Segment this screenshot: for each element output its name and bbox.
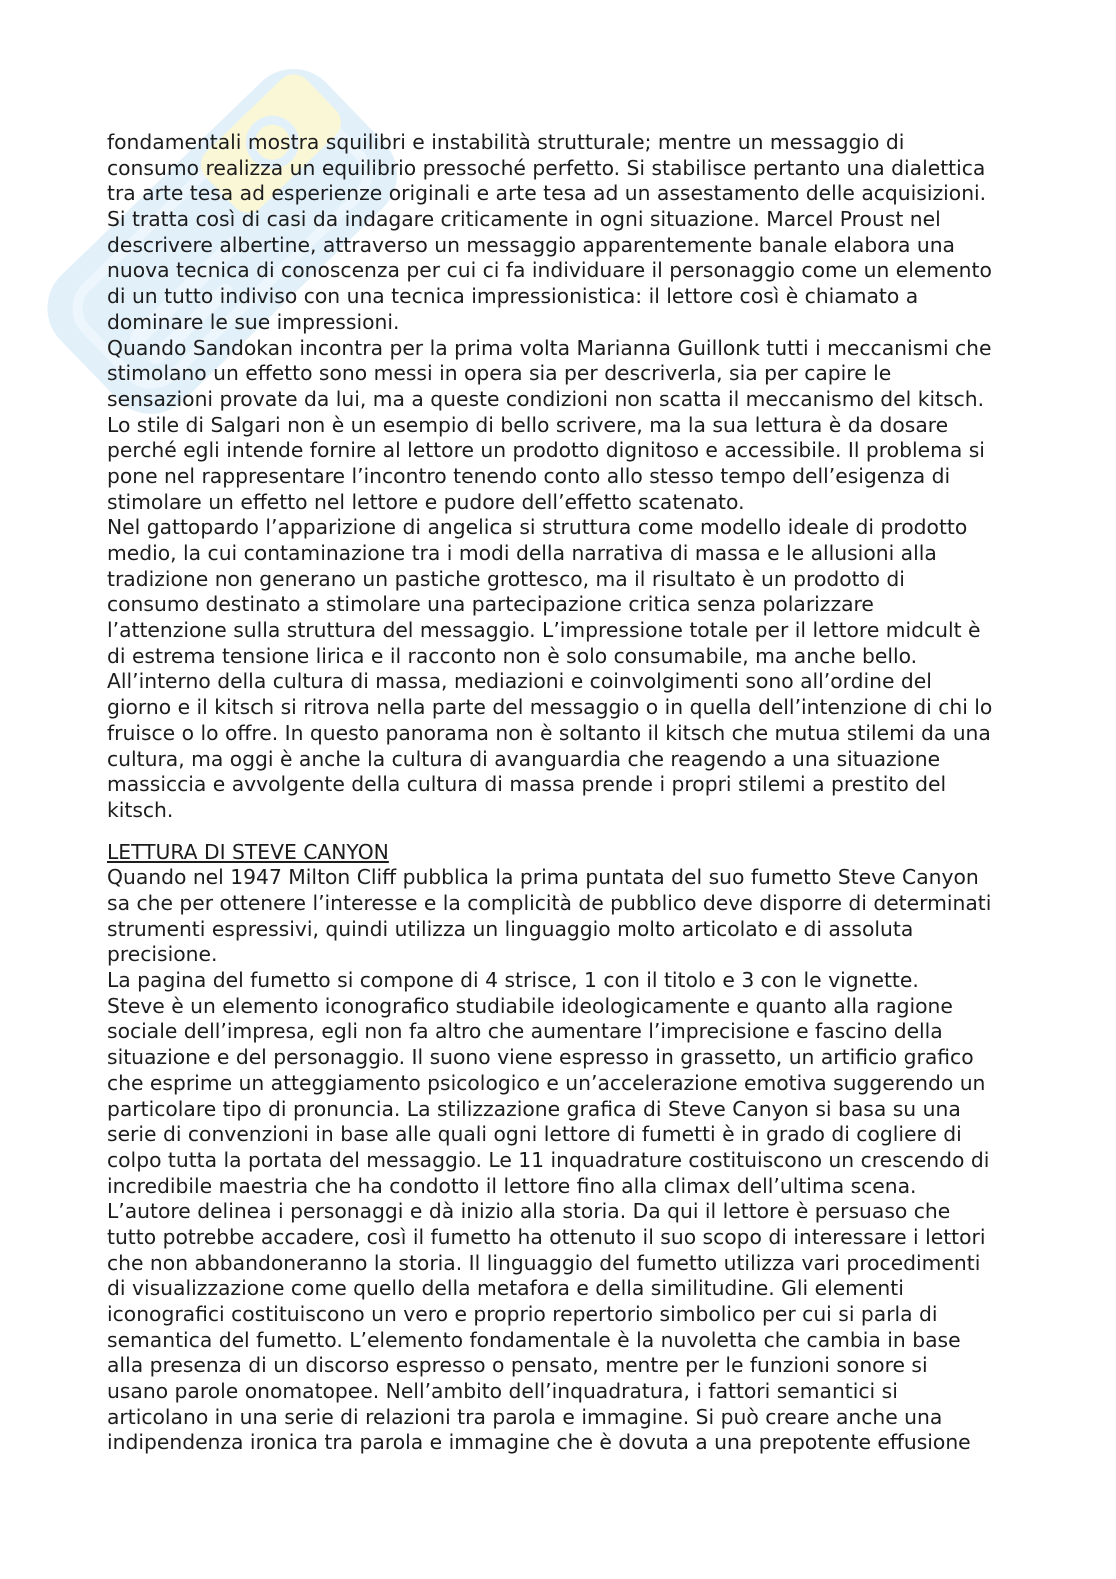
body-text-line: precisione. bbox=[107, 942, 218, 967]
body-text-line: semantica del fumetto. L’elemento fondamentale è la nuvoletta che cambia in base bbox=[107, 1327, 961, 1352]
body-text-line: tradizione non generano un pastiche grottesco, ma il risultato è un prodotto di bbox=[107, 566, 905, 591]
body-text-line: massiccia e avvolgente della cultura di massa prende i propri stilemi a prestito del bbox=[107, 772, 947, 797]
body-text-line: tutto potrebbe accadere, così il fumetto ha ottenuto il suo scopo di interessare i lettori bbox=[107, 1224, 986, 1249]
body-text-line: descrivere albertine, attraverso un messaggio apparentemente banale elabora una bbox=[107, 232, 955, 257]
body-text-line: giorno e il kitsch si ritrova nella parte del messaggio o in quella dell’intenzione di chi lo bbox=[107, 695, 993, 720]
body-text-line: tra arte tesa ad esperienze originali e arte tesa ad un assestamento delle acquisizioni. bbox=[107, 181, 987, 206]
body-text-line: Quando nel 1947 Milton Cliff pubblica la prima puntata del suo fumetto Steve Canyon bbox=[107, 865, 979, 890]
body-text-line: Quando Sandokan incontra per la prima volta Marianna Guillonk tutti i meccanismi che bbox=[107, 335, 992, 360]
body-text-line: All’interno della cultura di massa, mediazioni e coinvolgimenti sono all’ordine del bbox=[107, 669, 932, 694]
body-text-line: sensazioni provate da lui, ma a queste condizioni non scatta il meccanismo del kitsch. bbox=[107, 386, 985, 411]
body-text-line: Si tratta così di casi da indagare criticamente in ogni situazione. Marcel Proust nel bbox=[107, 207, 941, 232]
body-text-line: sa che per ottenere l’interesse e la complicità de pubblico deve disporre di determinati bbox=[107, 891, 992, 916]
body-text-line: consumo destinato a stimolare una partecipazione critica senza polarizzare bbox=[107, 592, 874, 617]
body-text-line: L’autore delinea i personaggi e dà inizio alla storia. Da qui il lettore è persuaso che bbox=[107, 1199, 951, 1224]
body-text-line: La pagina del fumetto si compone di 4 strisce, 1 con il titolo e 3 con le vignette. bbox=[107, 968, 919, 993]
body-text-line: fondamentali mostra squilibri e instabilità strutturale; mentre un messaggio di bbox=[107, 130, 905, 154]
body-text-line: l’attenzione sulla struttura del messaggio. L’impressione totale per il lettore midcult è bbox=[107, 618, 981, 643]
body-text-line: Steve è un elemento iconografico studiabile ideologicamente e quanto alla ragione bbox=[107, 993, 953, 1018]
section-heading: LETTURA DI STEVE CANYON bbox=[107, 839, 389, 864]
body-text-line: fruisce o lo offre. In questo panorama non è soltanto il kitsch che mutua stilemi da una bbox=[107, 720, 991, 745]
body-text-line: perché egli intende fornire al lettore un prodotto dignitoso e accessibile. Il problema si bbox=[107, 438, 985, 463]
document-body bbox=[107, 130, 992, 1456]
body-text-line: alla presenza di un discorso espresso o pensato, mentre per le funzioni sonore si bbox=[107, 1353, 928, 1378]
paragraph-spacer bbox=[107, 824, 992, 840]
body-text-line: colpo tutta la portata del messaggio. Le 11 inquadrature costituiscono un crescendo di bbox=[107, 1147, 990, 1172]
body-text-line: articolano in una serie di relazioni tra parola e immagine. Si può creare anche una bbox=[107, 1404, 943, 1429]
body-text-line: usano parole onomatopee. Nell’ambito dell’inquadratura, i fattori semantici si bbox=[107, 1379, 898, 1404]
body-text-line: particolare tipo di pronuncia. La stilizzazione grafica di Steve Canyon si basa su una bbox=[107, 1096, 961, 1121]
body-text-line: serie di convenzioni in base alle quali ogni lettore di fumetti è in grado di cogliere di bbox=[107, 1122, 962, 1147]
body-text-line: situazione e del personaggio. Il suono viene espresso in grassetto, un artificio grafico bbox=[107, 1045, 974, 1070]
body-text-line: di visualizzazione come quello della metafora e della similitudine. Gli elementi bbox=[107, 1276, 904, 1301]
body-text-line: Nel gattopardo l’apparizione di angelica si struttura come modello ideale di prodotto bbox=[107, 515, 968, 540]
body-text-line: di un tutto indiviso con una tecnica impressionistica: il lettore così è chiamato a bbox=[107, 284, 919, 309]
body-text-line: dominare le sue impressioni. bbox=[107, 309, 400, 334]
body-text-line: cultura, ma oggi è anche la cultura di avanguardia che reagendo a una situazione bbox=[107, 746, 941, 771]
body-text-line: pone nel rappresentare l’incontro tenendo conto allo stesso tempo dell’esigenza di bbox=[107, 463, 951, 488]
body-text-line: che esprime un atteggiamento psicologico e un’accelerazione emotiva suggerendo un bbox=[107, 1070, 986, 1095]
body-text-line: stimolare un effetto nel lettore e pudore dell’effetto scatenato. bbox=[107, 489, 745, 514]
body-text-line: consumo realizza un equilibrio pressoché perfetto. Si stabilisce pertanto una dialettica bbox=[107, 155, 986, 180]
body-text-line: iconografici costituiscono un vero e proprio repertorio simbolico per cui si parla di bbox=[107, 1302, 938, 1327]
body-text-line: Lo stile di Salgari non è un esempio di bello scrivere, ma la sua lettura è da dosare bbox=[107, 412, 949, 437]
body-text-line: medio, la cui contaminazione tra i modi della narrativa di massa e le allusioni alla bbox=[107, 541, 937, 565]
body-text-line: incredibile maestria che ha condotto il lettore fino alla climax dell’ultima scena. bbox=[107, 1173, 917, 1198]
body-text-line: nuova tecnica di conoscenza per cui ci fa individuare il personaggio come un elemento bbox=[107, 258, 992, 283]
body-text-line: sociale dell’impresa, egli non fa altro che aumentare l’imprecisione e fascino della bbox=[107, 1019, 943, 1044]
body-text-line: indipendenza ironica tra parola e immagine che è dovuta a una prepotente effusione bbox=[107, 1430, 971, 1455]
body-text-line: che non abbandoneranno la storia. Il linguaggio del fumetto utilizza vari procedimenti bbox=[107, 1250, 981, 1275]
body-text-line: strumenti espressivi, quindi utilizza un linguaggio molto articolato e di assoluta bbox=[107, 916, 914, 941]
body-text-line: di estrema tensione lirica e il racconto non è solo consumabile, ma anche bello. bbox=[107, 643, 918, 668]
body-text-line: stimolano un effetto sono messi in opera sia per descriverla, sia per capire le bbox=[107, 361, 892, 386]
body-text-line: kitsch. bbox=[107, 797, 174, 822]
